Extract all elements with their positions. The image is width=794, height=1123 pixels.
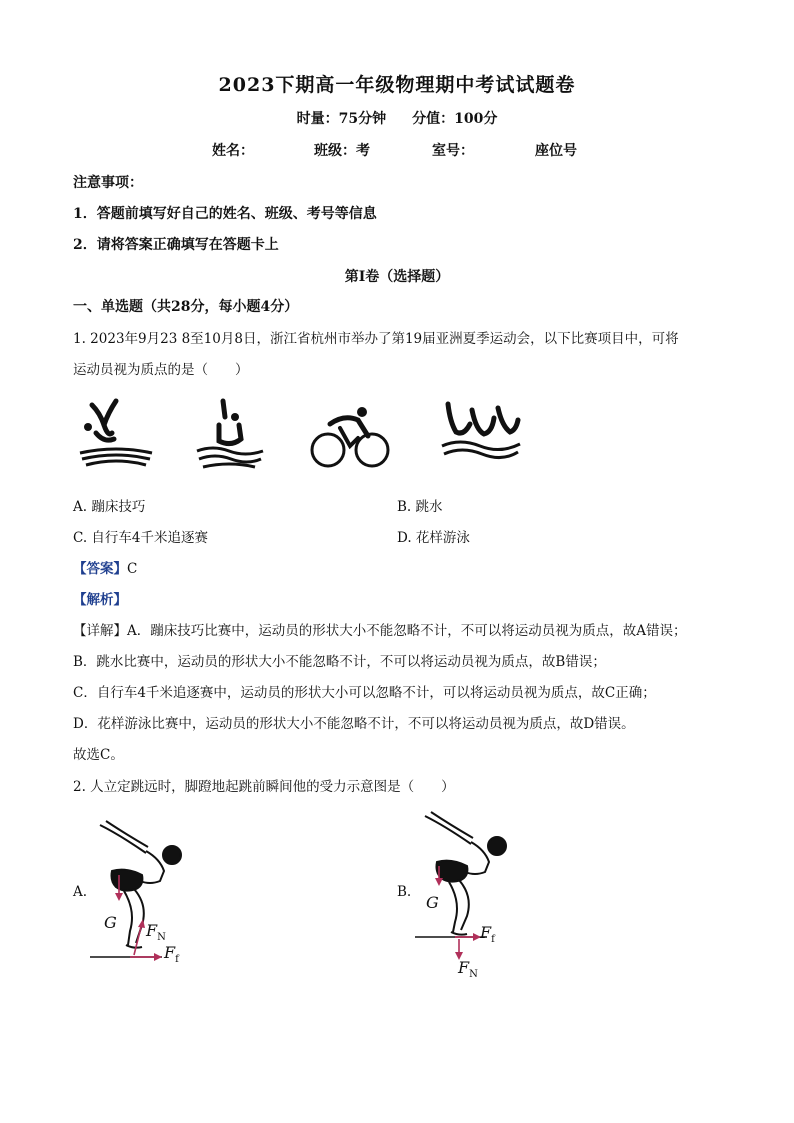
q2-stem: 2. 人立定跳远时，脚蹬地起跳前瞬间他的受力示意图是（ ） xyxy=(73,779,455,795)
force-fn-sub: N xyxy=(157,932,166,944)
force-ff-main: F xyxy=(164,943,176,962)
force-ff-sub: f xyxy=(491,934,495,946)
force-g-label-b: G xyxy=(426,893,439,912)
part-heading: 一、单选题（共28分，每小题4分） xyxy=(73,299,299,315)
trampoline-icon xyxy=(78,395,154,471)
artistic-swimming-icon xyxy=(440,400,522,466)
force-fn-label-a xyxy=(146,921,166,943)
seat-field-label: 座位号 xyxy=(535,143,577,159)
q1-stem-line1: 1. 2023年9月23 8至10月8日，浙江省杭州市举办了第19届亚洲夏季运动会，以下比赛项目中，可将 xyxy=(73,331,679,347)
answer-tag: 【答案】 xyxy=(73,561,127,577)
q2-figure-a xyxy=(90,815,200,975)
q1-conclusion: 故选C。 xyxy=(73,747,124,763)
q1-detail-line: D．花样游泳比赛中，运动员的形状大小不能忽略不计，不可以将运动员视为质点，故D错误。 xyxy=(73,716,635,732)
detail-tag: 【详解】 xyxy=(73,623,127,639)
notice-item: 1．答题前填写好自己的姓名、班级、考号等信息 xyxy=(73,206,377,222)
volume-heading: 第Ⅰ卷（选择题） xyxy=(344,269,450,285)
q2-option-a-label: A. xyxy=(73,884,88,900)
q1-detail-line: B．跳水比赛中，运动员的形状大小不能忽略不计，不可以将运动员视为质点，故B错误； xyxy=(73,654,606,670)
room-field-label: 室号： xyxy=(432,143,474,159)
force-fn-label-b xyxy=(458,958,478,980)
q1-option-c: C. 自行车4千米追逐赛 xyxy=(73,530,209,546)
q1-stem-line2: 运动员视为质点的是（ ） xyxy=(73,362,249,378)
q1-option-b: B. 跳水 xyxy=(397,499,443,515)
answer-value: C xyxy=(127,561,138,577)
exam-title: 2023下期高一年级物理期中考试试题卷 xyxy=(218,74,576,96)
analysis-tag: 【解析】 xyxy=(73,592,127,608)
q1-detail-line: C．自行车4千米追逐赛中，运动员的形状大小可以忽略不计，可以将运动员视为质点，故C正确； xyxy=(73,685,656,701)
force-fn-main: F xyxy=(146,921,158,940)
notice-heading: 注意事项： xyxy=(73,175,143,191)
q1-detail-line xyxy=(73,619,687,639)
class-field-label: 班级：考 xyxy=(314,143,370,159)
name-field-label: 姓名： xyxy=(212,143,254,159)
exam-meta xyxy=(0,108,794,128)
q1-option-a: A. 蹦床技巧 xyxy=(73,499,146,515)
force-ff-sub: f xyxy=(175,954,179,966)
force-fn-main: F xyxy=(458,958,470,977)
time-label: 时量：75分钟 xyxy=(296,111,387,127)
force-ff-label-b xyxy=(480,923,495,945)
force-ff-main: F xyxy=(480,923,492,942)
q1-answer-row xyxy=(73,557,137,577)
diving-icon xyxy=(195,395,265,471)
force-fn-sub: N xyxy=(469,969,478,981)
score-label: 分值：100分 xyxy=(412,111,498,127)
jumper-figure xyxy=(425,812,506,935)
q1-option-d: D. 花样游泳 xyxy=(397,530,470,546)
cycling-icon xyxy=(310,402,390,472)
force-g-label-a: G xyxy=(104,913,117,932)
q2-option-b-label: B. xyxy=(397,884,412,900)
detail-text: A．蹦床技巧比赛中，运动员的形状大小不能忽略不计，不可以将运动员视为质点，故A错误； xyxy=(127,623,687,639)
force-ff-label-a xyxy=(164,943,179,965)
notice-item: 2．请将答案正确填写在答题卡上 xyxy=(73,237,279,253)
